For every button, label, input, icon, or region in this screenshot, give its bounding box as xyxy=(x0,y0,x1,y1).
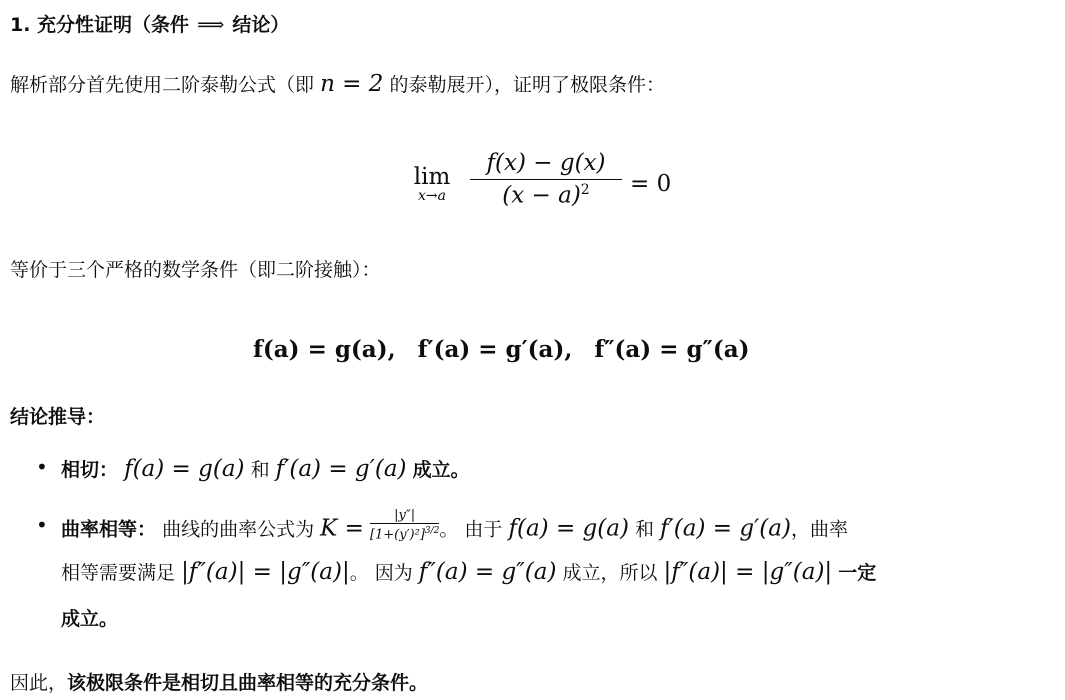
denominator-power: 2 xyxy=(580,182,590,198)
conclusion-prefix: 因此， xyxy=(10,672,68,694)
bullet-label: 曲率相等： xyxy=(61,518,157,541)
bullet-label: 相切： xyxy=(61,459,119,481)
limit-fraction xyxy=(470,150,622,209)
limit-rhs: = 0 xyxy=(630,171,672,197)
curvature-k: K = xyxy=(320,515,364,542)
bullet-math: f′(a) = g′(a) xyxy=(660,515,791,542)
condition-3: f″(a) = g″(a) xyxy=(594,336,750,363)
conditions-intro: 等价于三个严格的数学条件（即二阶接触）： xyxy=(10,259,381,281)
heading-prefix: 1. 充分性证明（条件 xyxy=(10,14,190,36)
intro-after: 的泰勒展开），证明了极限条件： xyxy=(389,74,665,96)
bullet-text: ，曲率 xyxy=(790,518,848,541)
implies-arrow: ⟹ xyxy=(197,14,225,36)
bullet-dot: • xyxy=(36,455,48,479)
conditions-formula xyxy=(253,336,750,363)
curvature-numerator: |y″| xyxy=(370,508,439,524)
bullet-math: |f″(a)| = |g″(a)| xyxy=(663,559,833,585)
fraction-denominator: $(x - a)^2$ xyxy=(502,182,590,209)
lim-subscript: x→a xyxy=(418,188,446,204)
bullet-continuation-end: 成立。 xyxy=(61,608,119,630)
bullet-dot: • xyxy=(36,513,48,537)
bullet-end: 成立。 xyxy=(412,459,470,481)
heading-suffix: 结论） xyxy=(232,14,290,36)
bullet-continuation xyxy=(61,558,876,585)
bullet-connector: 和 xyxy=(250,459,270,481)
conclusion xyxy=(10,668,428,695)
bullet-text: 相等需要满足 xyxy=(61,562,176,584)
bullet-math: f(a) = g(a) xyxy=(124,456,245,482)
curvature-denominator: $[1+(y')^2]^{3/2}$ xyxy=(369,526,440,543)
intro-math: n = 2 xyxy=(320,71,384,97)
condition-2: f′(a) = g′(a), xyxy=(417,336,573,363)
bullet-text: 。 由于 xyxy=(439,518,503,541)
bullet-text: 成立，所以 xyxy=(562,562,658,584)
section-heading xyxy=(10,10,289,37)
derivation-title: 结论推导： xyxy=(10,406,106,428)
condition-1: f(a) = g(a), xyxy=(253,336,396,363)
lim-operator: lim xyxy=(413,164,451,190)
fraction-numerator: f(x) − g(x) xyxy=(470,150,622,180)
bullet-math: f(a) = g(a) xyxy=(508,515,629,542)
intro-paragraph xyxy=(10,70,665,97)
bullet-math: f″(a) = g″(a) xyxy=(418,559,557,585)
curvature-fraction xyxy=(370,508,439,542)
bullet-connector: 和 xyxy=(634,518,654,541)
bullet-text: 。 因为 xyxy=(349,562,413,584)
bullet-math: |f″(a)| = |g″(a)| xyxy=(181,559,350,585)
bullet-emphasis: 一定 xyxy=(838,562,877,584)
bullet-math: f′(a) = g′(a) xyxy=(275,456,407,482)
bullet-text: 曲线的曲率公式为 xyxy=(162,518,315,541)
intro-before: 解析部分首先使用二阶泰勒公式（即 xyxy=(10,74,315,96)
conclusion-bold: 该极限条件是相切且曲率相等的充分条件。 xyxy=(67,672,429,694)
